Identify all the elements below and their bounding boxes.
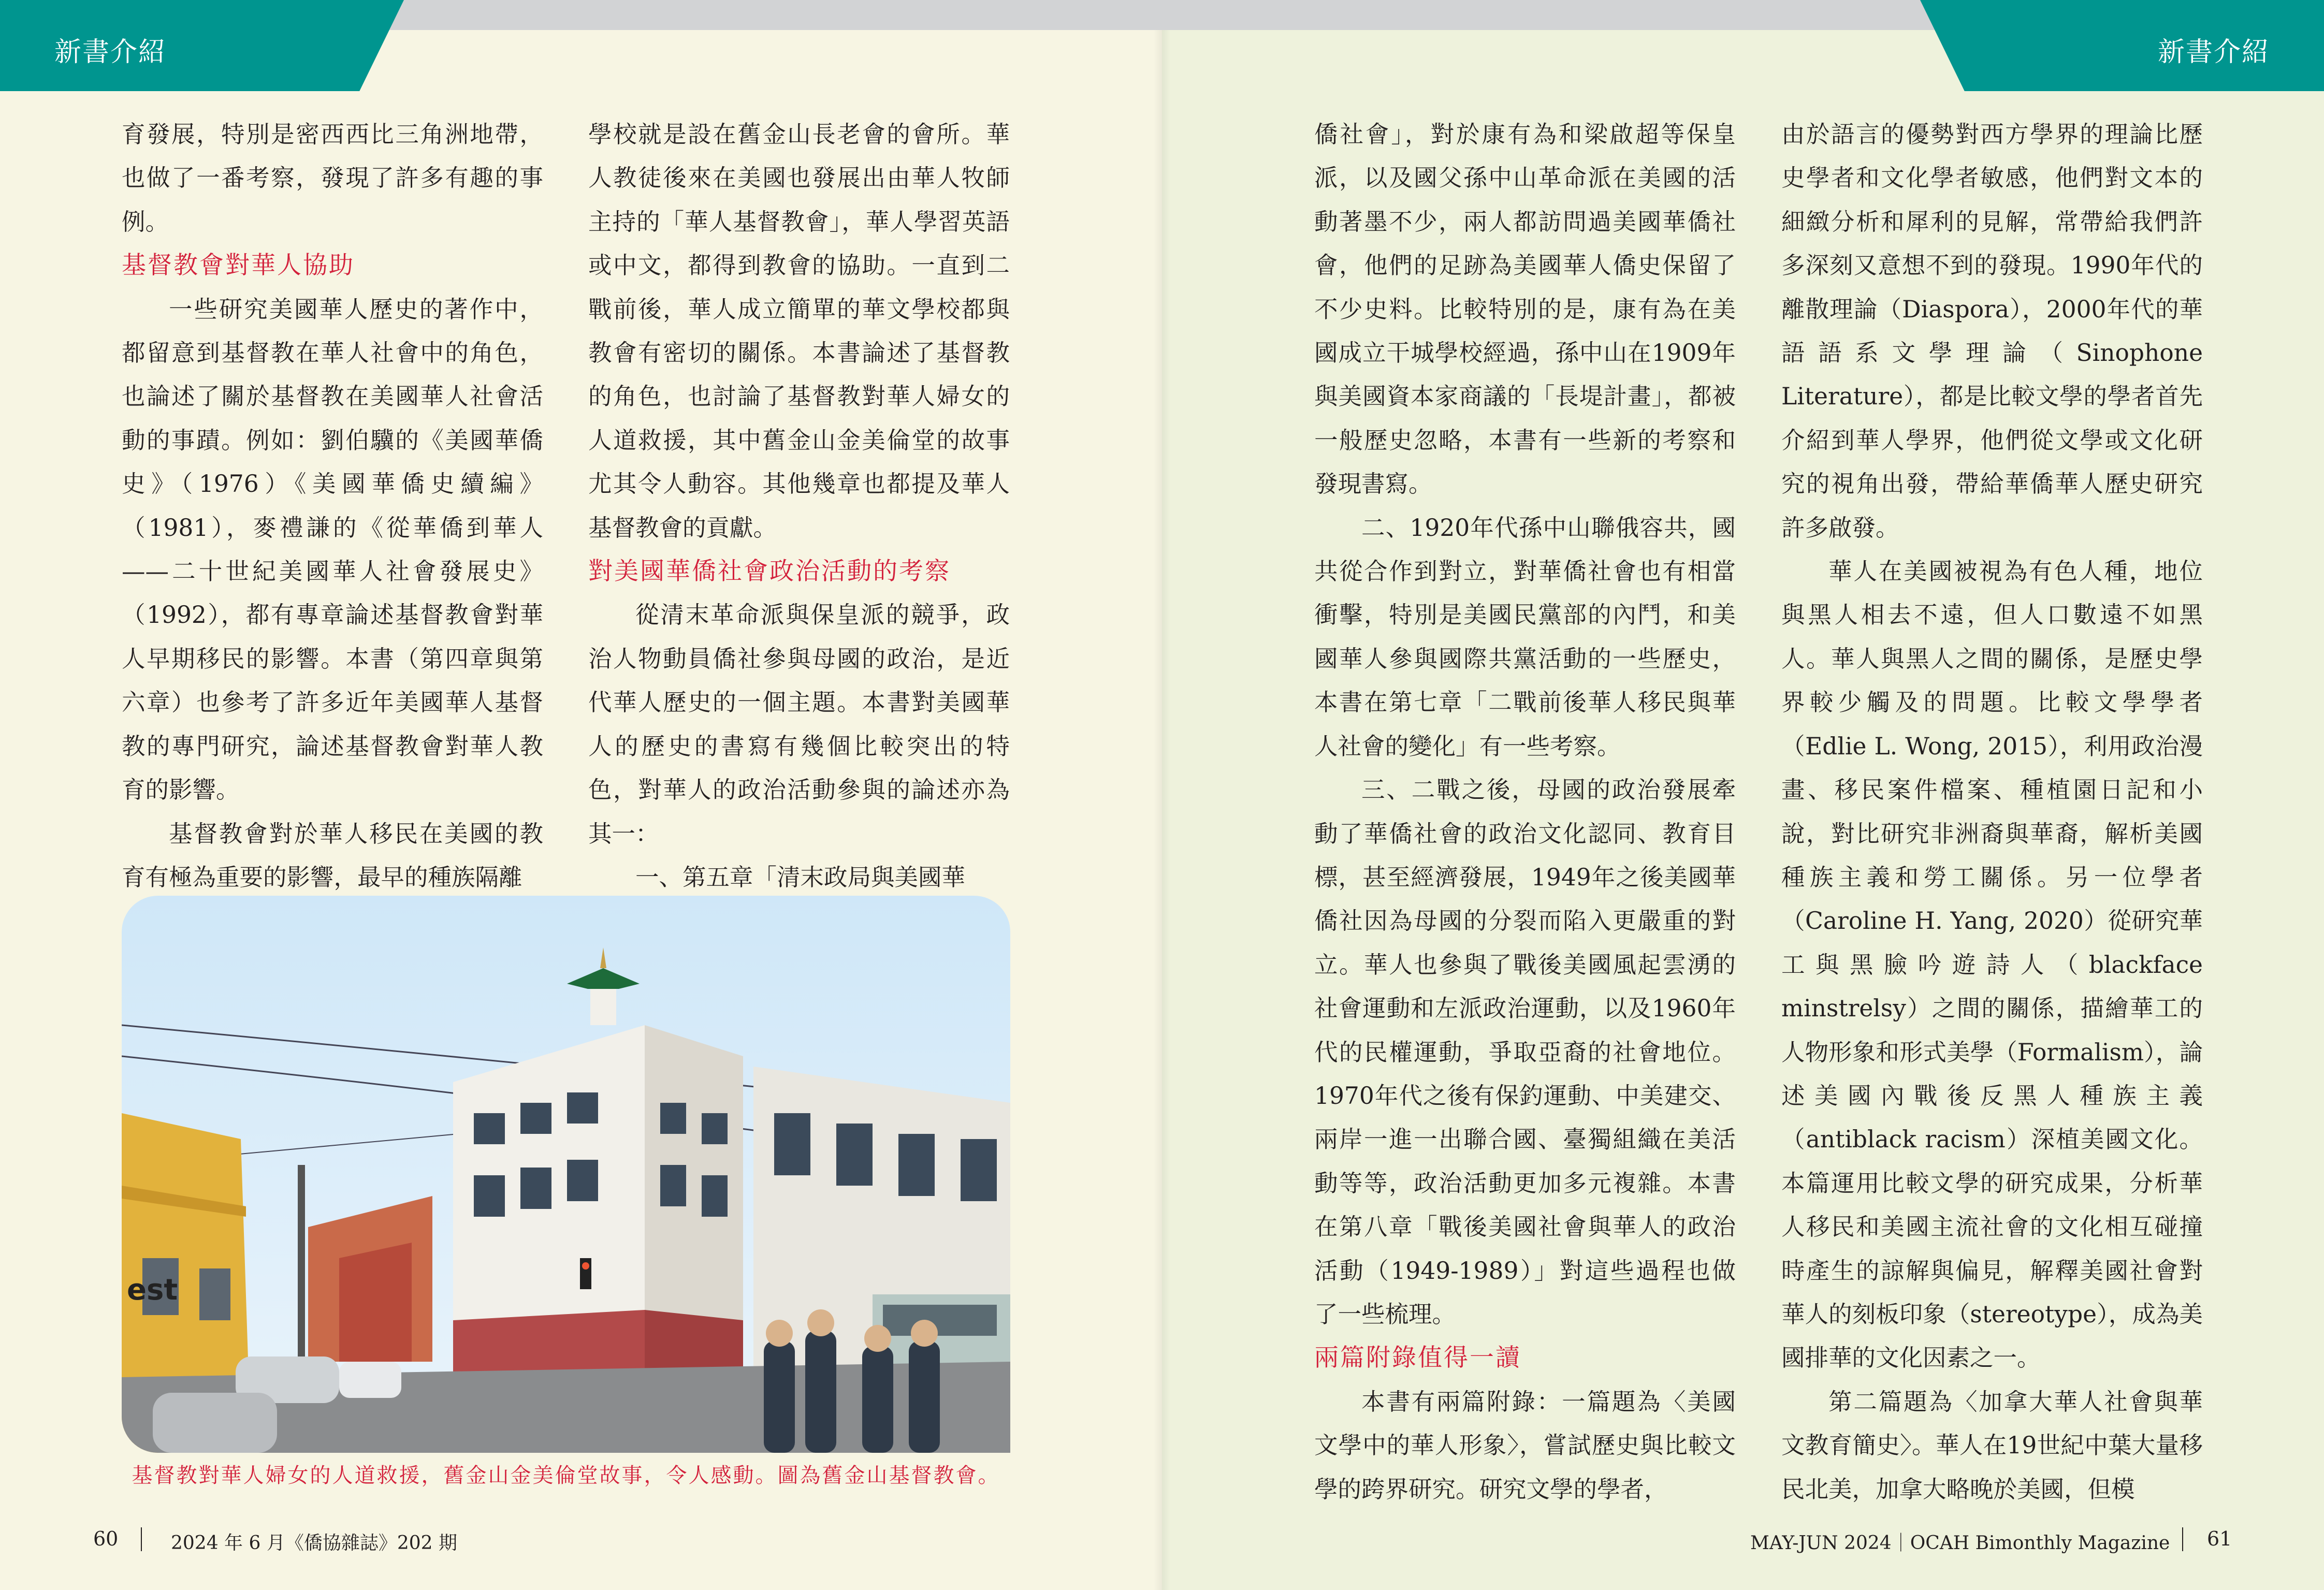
issue-info-right: MAY-JUN 2024｜OCAH Bimonthly Magazine (1750, 1533, 2170, 1554)
page-gutter (1154, 0, 1170, 1590)
church-street-photo (122, 896, 1010, 1453)
paragraph: 學校就是設在舊金山長老會的會所。華人教徒後來在美國也發展出由華人牧師主持的「華人基督教會」，華人學習英語或中文，都得到教會的協助。一直到二戰前後，華人成立簡單的華文學校都與教會有密切的關係。本書論述了基督教的角色，也討論了基督教對華人婦女的人道救援，其中舊金山金美倫堂的故事尤其令人動容。其他幾章也都提及華人基督教會的貢獻。 (588, 121, 1010, 542)
section-label-left: 新書介紹 (54, 37, 167, 68)
photo-caption: 基督教對華人婦女的人道救援，舊金山金美倫堂故事，令人感動。圖為舊金山基督教會。 (132, 1464, 1000, 1487)
paragraph: 由於語言的優勢對西方學界的理論比歷史學者和文化學者敏感，他們對文本的細緻分析和犀利的見解，常帶給我們許多深刻又意想不到的發現。1990年代的離散理論（Diaspora），2000年代的華語語系文學理論（Sinophone Literature），都是比較文學的學者首先介紹到華人學界，他們從文學或文化研究的視角出發，帶給華僑華人歷史研究許多啟發。 (1781, 121, 2203, 542)
section-heading: 兩篇附錄值得一讀 (1314, 1344, 1521, 1373)
paragraph: 三、二戰之後，母國的政治發展牽動了華僑社會的政治文化認同、教育目標，甚至經濟發展，1949年之後美國華僑社因為母國的分裂而陷入更嚴重的對立。華人也參與了戰後美國風起雲湧的社會運動和左派政治運動，以及1960年代的民權運動，爭取亞裔的社會地位。1970年代之後有保釣運動、中美建交、兩岸一進一出聯合國、臺獨組織在美活動等等，政治活動更加多元複雜。本書在第八章「戰後美國社會與華人的政治活動（1949-1989）」對這些過程也做了一些梳理。 (1314, 776, 1736, 1328)
footer-divider (2182, 1527, 2183, 1551)
issue-info-left: 2024 年 6 月《僑協雜誌》202 期 (171, 1533, 458, 1554)
section-label-right: 新書介紹 (2157, 37, 2270, 68)
paragraph: 從清末革命派與保皇派的競爭，政治人物動員僑社參與母國的政治，是近代華人歷史的一個主題。本書對美國華人的歷史的書寫有幾個比較突出的特色，對華人的政治活動參與的論述亦為其一： (588, 601, 1010, 848)
page-number-right: 61 (2207, 1527, 2232, 1550)
section-heading: 基督教會對華人協助 (122, 251, 355, 280)
paragraph: 僑社會」，對於康有為和梁啟超等保皇派，以及國父孫中山革命派在美國的活動著墨不少，兩人都訪問過美國華僑社會，他們的足跡為美國華人僑史保留了不少史料。比較特別的是，康有為在美國成立干城學校經過，孫中山在1909年與美國資本家商議的「長堤計畫」，都被一般歷史忽略，本書有一些新的考察和發現書寫。 (1314, 121, 1736, 498)
paragraph: 基督教會對於華人移民在美國的教育有極為重要的影響，最早的種族隔離 (122, 820, 543, 891)
paragraph: 第二篇題為〈加拿大華人社會與華文教育簡史〉。華人在19世紀中葉大量移民北美，加拿大略晚於美國，但模 (1781, 1388, 2203, 1503)
text-column-3 (1314, 113, 1736, 1511)
paragraph: 本書有兩篇附錄：一篇題為〈美國文學中的華人形象〉，嘗試歷史與比較文學的跨界研究。研究文學的學者， (1314, 1388, 1736, 1503)
text-column-2 (588, 113, 1010, 899)
paragraph: 華人在美國被視為有色人種，地位與黑人相去不遠，但人口數遠不如黑人。華人與黑人之間的關係，是歷史學界較少觸及的問題。比較文學學者（Edlie L. Wong, 2015），利用政治漫畫、移民案件檔案、種植園日記和小說，對比研究非洲裔與華裔，解析美國種族主義和勞工關係。另一位學者（Caroline H. Yang, 2020）從研究華工與黑臉吟遊詩人（blackface minstrelsy）之間的關係，描繪華工的人物形象和形式美學（Formalism），論述美國內戰後反黑人種族主義（antiblack racism）深植美國文化。本篇運用比較文學的研究成果，分析華人移民和美國主流社會的文化相互碰撞時產生的諒解與偏見，解釋美國社會對華人的刻板印象（stereotype），成為美國排華的文化因素之一。 (1781, 558, 2203, 1372)
paragraph: 育發展，特別是密西西比三角洲地帶，也做了一番考察，發現了許多有趣的事例。 (122, 121, 543, 236)
page-number-left: 60 (93, 1527, 119, 1550)
text-column-1 (122, 113, 543, 899)
text-column-4 (1781, 113, 2203, 1511)
photo-illustration (122, 896, 1010, 1453)
section-heading: 對美國華僑社會政治活動的考察 (588, 557, 951, 586)
paragraph: 一些研究美國華人歷史的著作中，都留意到基督教在華人社會中的角色，也論述了關於基督教在美國華人社會活動的事蹟。例如：劉伯驥的《美國華僑史》（1976）《美國華僑史續編》（1981），麥禮謙的《從華僑到華人——二十世紀美國華人社會發展史》（1992），都有專章論述基督教會對華人早期移民的影響。本書（第四章與第六章）也參考了許多近年美國華人基督教的專門研究，論述基督教會對華人教育的影響。 (122, 295, 543, 804)
svg-text:est: est (127, 1273, 178, 1307)
paragraph: 二、1920年代孫中山聯俄容共，國共從合作到對立，對華僑社會也有相當衝擊，特別是美國民黨部的內鬥，和美國華人參與國際共黨活動的一些歷史，本書在第七章「二戰前後華人移民與華人社會的變化」有一些考察。 (1314, 514, 1736, 760)
footer-divider (141, 1527, 142, 1551)
paragraph: 一、第五章「清末政局與美國華 (635, 863, 966, 891)
